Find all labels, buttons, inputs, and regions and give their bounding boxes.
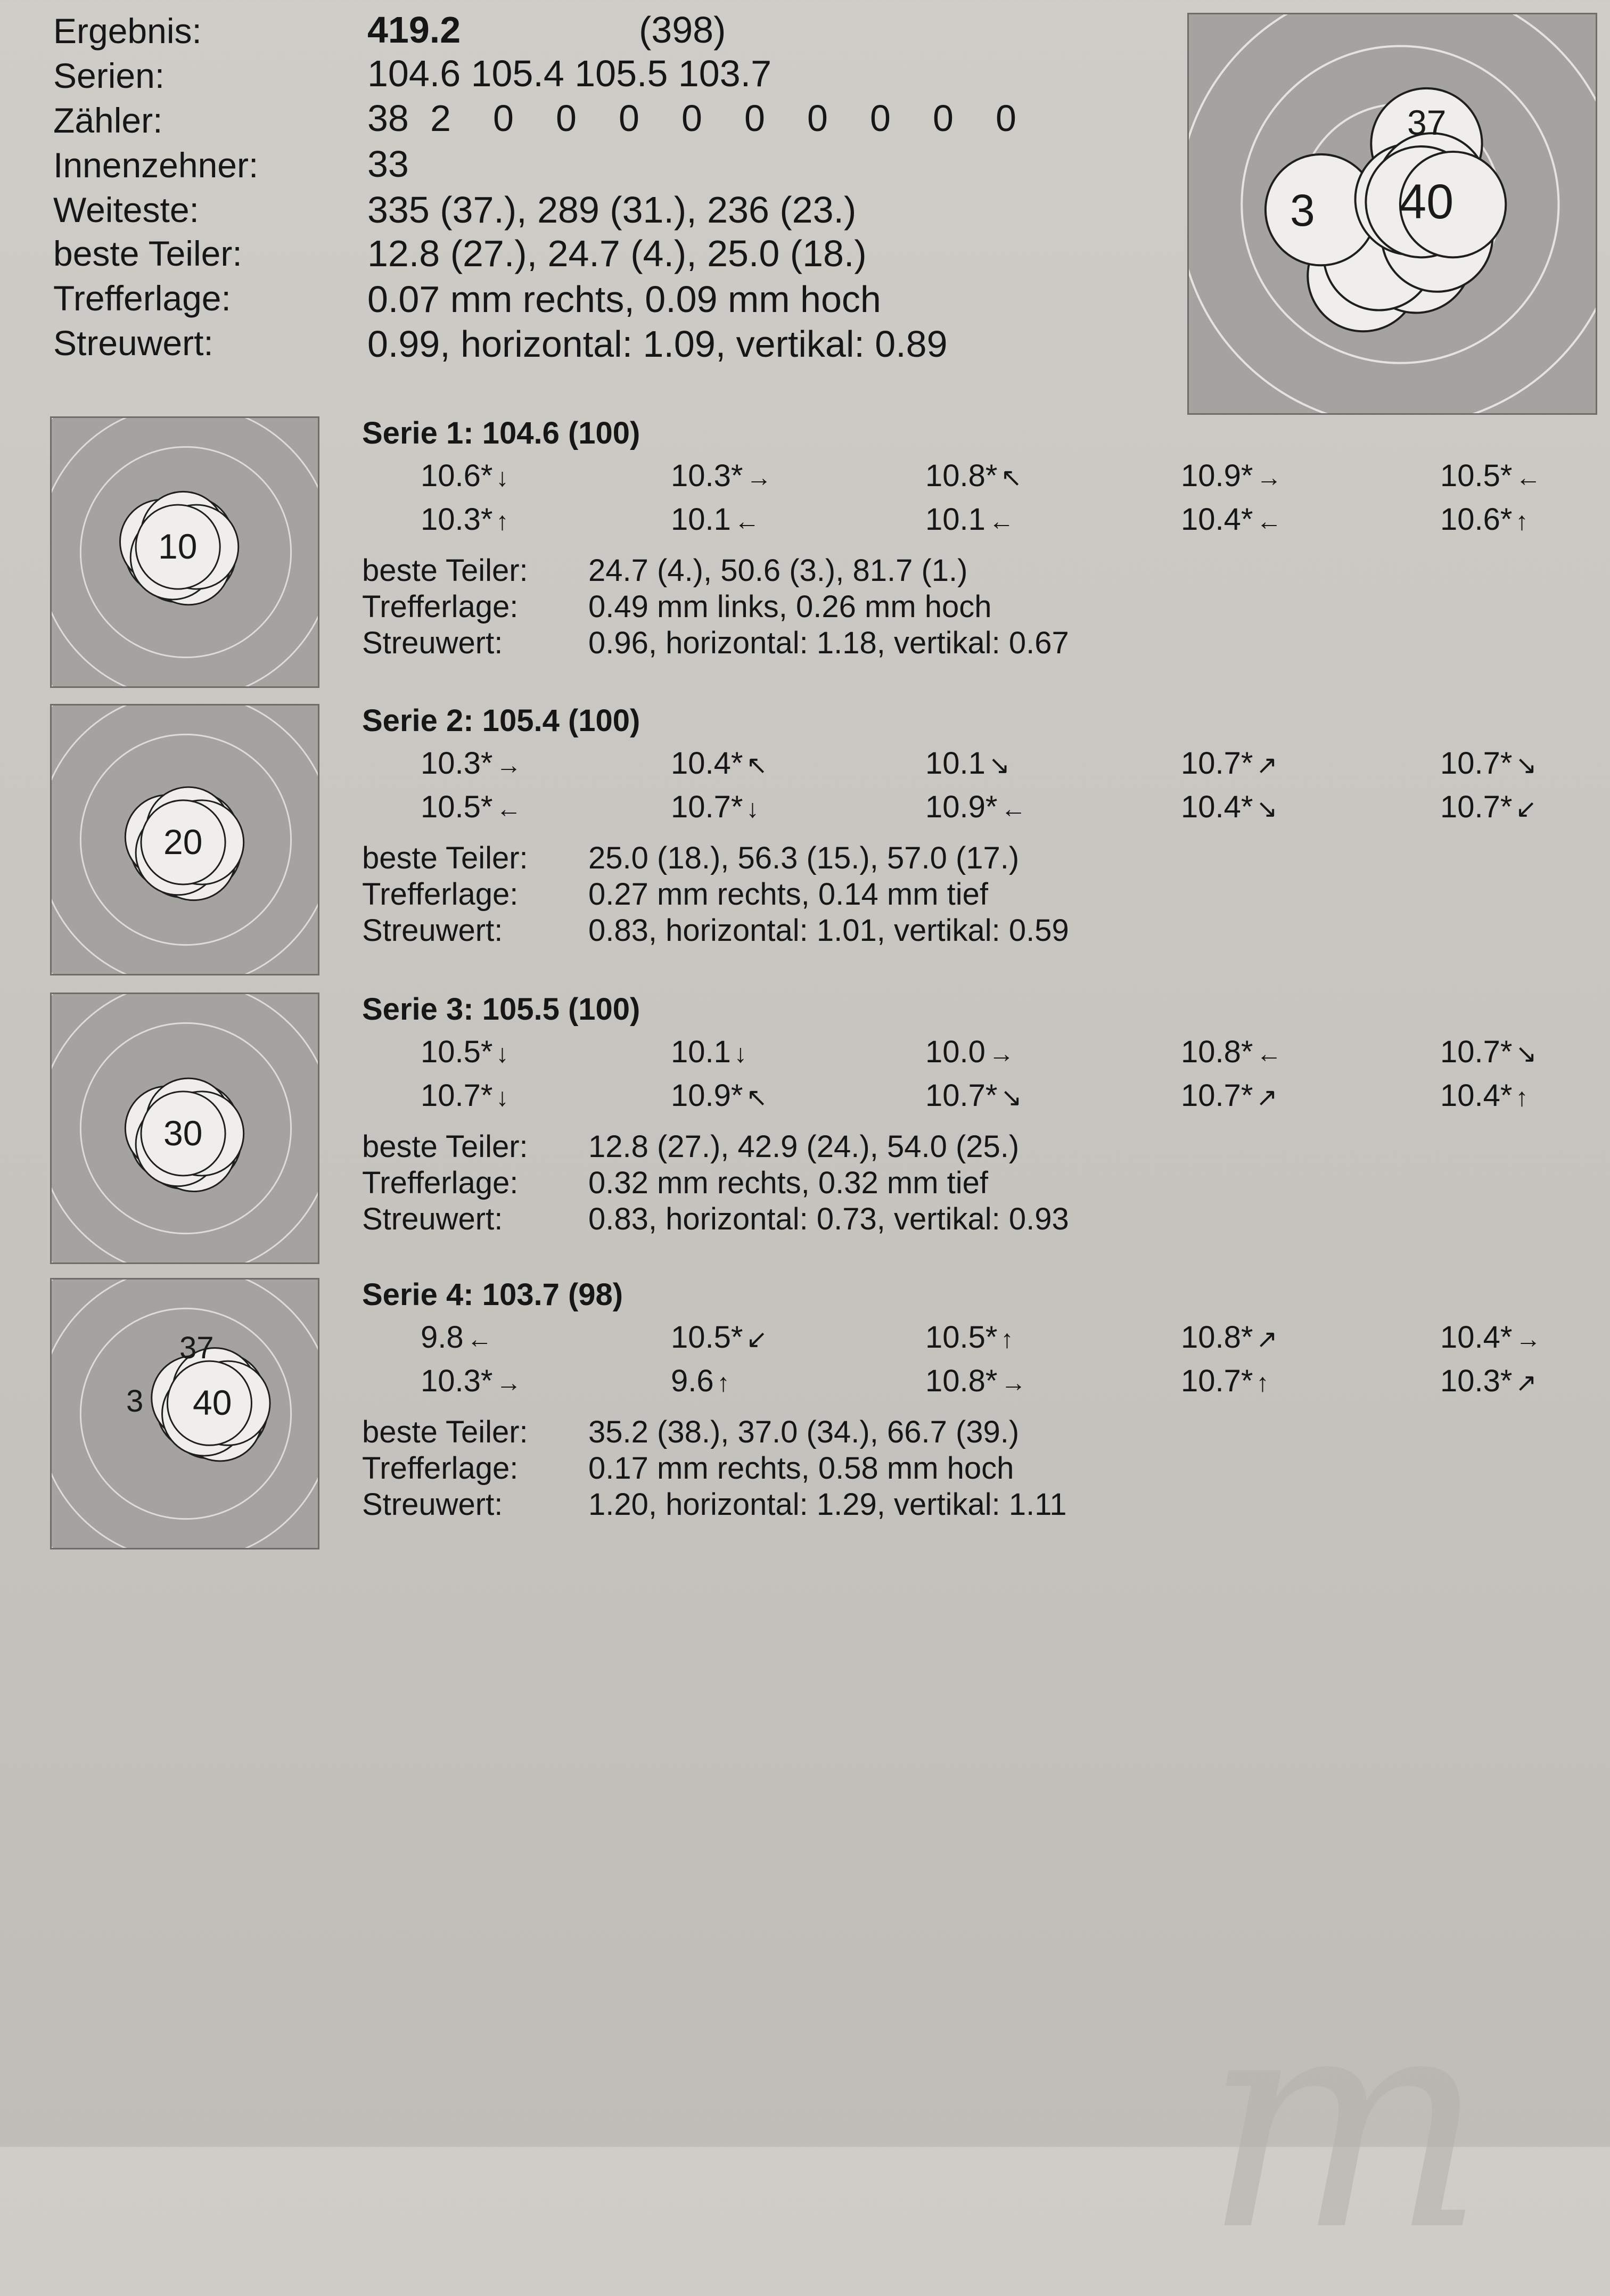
series-stat-value: 0.17 mm rechts, 0.58 mm hoch <box>588 1451 1014 1486</box>
series-target-label-extra: 3 <box>126 1384 144 1418</box>
counter-value: 38 <box>367 97 409 139</box>
shot-direction-arrow-icon: ↗ <box>1256 1325 1278 1354</box>
shot-score: 10.3* <box>421 746 493 781</box>
shot-value <box>1181 502 1282 537</box>
hit-position-value: 0.07 mm rechts, 0.09 mm hoch <box>367 278 881 320</box>
shot-value <box>421 1078 508 1113</box>
counter-value: 0 <box>870 97 891 139</box>
shot-value <box>1440 1078 1528 1113</box>
shot-value <box>1440 745 1537 781</box>
shot-direction-arrow-icon: ← <box>1256 507 1282 536</box>
series-target-image <box>50 704 319 975</box>
shot-direction-arrow-icon: ↘ <box>1256 795 1278 823</box>
series-stat-label: beste Teiler: <box>362 1129 528 1164</box>
shot-direction-arrow-icon: ↓ <box>496 464 509 492</box>
shot-direction-arrow-icon: ↗ <box>1515 1369 1537 1397</box>
shot-direction-arrow-icon: ↘ <box>1515 751 1537 780</box>
counter-value: 0 <box>619 97 639 139</box>
counter-value: 0 <box>681 97 702 139</box>
shot-score: 10.7* <box>421 1078 493 1113</box>
series-stat-value: 0.83, horizontal: 1.01, vertikal: 0.59 <box>588 913 1069 948</box>
inner-ten-value: 33 <box>367 143 409 185</box>
series-stat-label: Trefferlage: <box>362 877 519 912</box>
series-values: 104.6 105.4 105.5 103.7 <box>367 53 772 94</box>
counter-value: 0 <box>996 97 1016 139</box>
shot-direction-arrow-icon: ↑ <box>717 1369 730 1397</box>
shot-score: 10.5* <box>671 1320 743 1355</box>
shot-value <box>1440 1034 1537 1070</box>
shot-score: 9.8 <box>421 1320 464 1355</box>
shot-direction-arrow-icon: ↘ <box>1000 1084 1022 1112</box>
series-stat-value: 1.20, horizontal: 1.29, vertikal: 1.11 <box>588 1487 1067 1522</box>
series-target-label: 20 <box>163 822 203 862</box>
shot-score: 10.4* <box>1440 1320 1513 1355</box>
shot-score: 10.5* <box>421 1035 493 1069</box>
shot-score: 10.9* <box>671 1078 743 1113</box>
shot-value <box>671 1078 768 1113</box>
shot-value <box>671 458 771 494</box>
shot-value <box>421 789 521 825</box>
series-stat-label: Streuwert: <box>362 913 503 948</box>
shot-direction-arrow-icon: → <box>988 1040 1014 1068</box>
shot-value <box>1181 745 1278 781</box>
shot-value <box>925 745 1010 781</box>
counter-value: 0 <box>744 97 765 139</box>
shot-direction-arrow-icon: ↖ <box>746 751 768 780</box>
shot-score: 10.5* <box>925 1320 998 1355</box>
shot-value <box>1440 502 1528 537</box>
spread-label: Streuwert: <box>53 323 213 363</box>
series-stat-label: beste Teiler: <box>362 553 528 588</box>
series-stat-label: Trefferlage: <box>362 1166 519 1200</box>
result-label: Ergebnis: <box>53 11 202 51</box>
shot-score: 10.5* <box>421 790 493 824</box>
shot-value <box>671 1319 768 1355</box>
result-value: 419.2 <box>367 9 461 51</box>
series-title: Serie 2: 105.4 (100) <box>362 703 640 738</box>
series-stat-value: 0.83, horizontal: 0.73, vertikal: 0.93 <box>588 1202 1069 1236</box>
shot-value <box>421 745 521 781</box>
shot-value <box>421 458 508 494</box>
shot-score: 10.7* <box>1440 1035 1513 1069</box>
shot-direction-arrow-icon: ↙ <box>746 1325 768 1354</box>
series-stat-label: Trefferlage: <box>362 589 519 624</box>
series-stat-label: Trefferlage: <box>362 1451 519 1486</box>
summary-target-drawing <box>1189 14 1596 413</box>
spread-value: 0.99, horizontal: 1.09, vertikal: 0.89 <box>367 323 948 365</box>
shot-value <box>925 502 1014 537</box>
shot-score: 10.3* <box>421 502 493 537</box>
shot-score: 10.7* <box>1181 1078 1253 1113</box>
summary-target-label-40: 40 <box>1399 175 1454 229</box>
series-target-drawing <box>52 1280 318 1548</box>
shot-direction-arrow-icon: ← <box>988 507 1014 536</box>
shot-value <box>671 789 759 825</box>
shot-direction-arrow-icon: ↗ <box>1256 1084 1278 1112</box>
shot-score: 10.3* <box>671 458 743 493</box>
shot-value <box>925 789 1026 825</box>
shot-value <box>1181 1034 1282 1070</box>
series-stat-value: 0.96, horizontal: 1.18, vertikal: 0.67 <box>588 626 1069 660</box>
summary-target-label-37: 37 <box>1407 103 1447 142</box>
shot-score: 10.8* <box>1181 1035 1253 1069</box>
series-stat-value: 35.2 (38.), 37.0 (34.), 66.7 (39.) <box>588 1415 1020 1449</box>
counter-value: 0 <box>807 97 828 139</box>
best-divider-value: 12.8 (27.), 24.7 (4.), 25.0 (18.) <box>367 233 867 274</box>
shot-direction-arrow-icon: ↙ <box>1515 795 1537 823</box>
shot-score: 9.6 <box>671 1364 714 1398</box>
shot-score: 10.6* <box>1440 502 1513 537</box>
series-stat-value: 24.7 (4.), 50.6 (3.), 81.7 (1.) <box>588 553 968 588</box>
shot-direction-arrow-icon: → <box>496 751 522 780</box>
shot-direction-arrow-icon: ↑ <box>1515 507 1529 536</box>
series-target-label: 30 <box>163 1113 203 1153</box>
shot-direction-arrow-icon: ↓ <box>746 795 759 823</box>
shot-score: 10.7* <box>925 1078 998 1113</box>
shot-score: 10.6* <box>421 458 493 493</box>
shot-direction-arrow-icon: ↑ <box>1000 1325 1014 1354</box>
counter-value: 0 <box>933 97 954 139</box>
shot-value <box>925 1363 1026 1399</box>
shot-score: 10.1 <box>671 502 731 537</box>
shot-direction-arrow-icon: ↑ <box>1515 1084 1529 1112</box>
series-label: Serien: <box>53 56 165 95</box>
shot-value <box>1181 458 1282 494</box>
shot-score: 10.7* <box>1440 790 1513 824</box>
shot-value <box>1181 1078 1278 1113</box>
shot-value <box>925 1034 1014 1070</box>
shot-direction-arrow-icon: → <box>746 464 772 492</box>
shot-score: 10.5* <box>1440 458 1513 493</box>
series-target-label: 40 <box>193 1383 232 1422</box>
shot-score: 10.1 <box>925 502 985 537</box>
shot-direction-arrow-icon: ← <box>466 1325 492 1354</box>
shot-value <box>1440 1363 1537 1399</box>
series-stat-label: beste Teiler: <box>362 841 528 875</box>
series-target-image <box>50 416 319 688</box>
shot-direction-arrow-icon: → <box>1000 1369 1026 1397</box>
shot-score: 10.4* <box>1440 1078 1513 1113</box>
shot-value <box>1440 789 1537 825</box>
shot-value <box>1181 1363 1269 1399</box>
watermark-logo: m <box>1203 1949 1486 2296</box>
shot-score: 10.8* <box>1181 1320 1253 1355</box>
series-stat-label: Streuwert: <box>362 1202 503 1236</box>
shot-value <box>421 502 508 537</box>
counter-value: 0 <box>493 97 514 139</box>
series-target-label: 10 <box>158 527 198 566</box>
shot-direction-arrow-icon: ← <box>734 507 760 536</box>
shot-score: 10.7* <box>1181 746 1253 781</box>
shot-value <box>421 1363 521 1399</box>
series-title: Serie 1: 104.6 (100) <box>362 416 640 450</box>
shot-direction-arrow-icon: ← <box>1515 464 1541 492</box>
shot-score: 10.7* <box>1440 746 1513 781</box>
shot-direction-arrow-icon: ← <box>496 795 522 823</box>
series-stat-label: beste Teiler: <box>362 1415 528 1449</box>
series-stat-value: 0.49 mm links, 0.26 mm hoch <box>588 589 992 624</box>
summary-target-label-3: 3 <box>1290 185 1315 235</box>
shot-score: 10.4* <box>671 746 743 781</box>
shot-direction-arrow-icon: ↘ <box>988 751 1011 780</box>
series-title: Serie 3: 105.5 (100) <box>362 992 640 1027</box>
shot-direction-arrow-icon: ↓ <box>496 1040 509 1068</box>
shot-score: 10.1 <box>671 1035 731 1069</box>
series-target-label-extra: 37 <box>179 1331 214 1365</box>
series-stat-value: 25.0 (18.), 56.3 (15.), 57.0 (17.) <box>588 841 1020 875</box>
shot-direction-arrow-icon: ↓ <box>496 1084 509 1112</box>
shot-direction-arrow-icon: ↓ <box>734 1040 747 1068</box>
furthest-label: Weiteste: <box>53 190 199 229</box>
summary-target-image <box>1187 13 1597 415</box>
series-target-image <box>50 993 319 1264</box>
shot-value <box>671 1363 730 1399</box>
series-target-image <box>50 1278 319 1549</box>
shot-value <box>421 1034 508 1070</box>
series-stat-value: 0.32 mm rechts, 0.32 mm tief <box>588 1166 989 1200</box>
shot-value <box>1440 1319 1541 1355</box>
shot-direction-arrow-icon: ← <box>1256 1040 1282 1068</box>
counter-value: 2 <box>430 97 451 139</box>
inner-ten-label: Innenzehner: <box>53 145 259 185</box>
shot-value <box>1181 789 1278 825</box>
shot-score: 10.3* <box>421 1364 493 1398</box>
hit-position-label: Trefferlage: <box>53 278 231 318</box>
shot-score: 10.8* <box>925 458 998 493</box>
counter-values <box>367 97 1058 140</box>
series-stat-label: Streuwert: <box>362 1487 503 1522</box>
shot-direction-arrow-icon: ↗ <box>1256 751 1278 780</box>
shot-score: 10.9* <box>925 790 998 824</box>
shot-score: 10.0 <box>925 1035 985 1069</box>
shot-value <box>421 1319 492 1355</box>
shot-score: 10.8* <box>925 1364 998 1398</box>
series-title: Serie 4: 103.7 (98) <box>362 1277 623 1312</box>
shot-value <box>1181 1319 1278 1355</box>
series-stat-value: 12.8 (27.), 42.9 (24.), 54.0 (25.) <box>588 1129 1020 1164</box>
shot-direction-arrow-icon: ↘ <box>1515 1040 1537 1068</box>
shot-direction-arrow-icon: → <box>496 1369 522 1397</box>
shot-score: 10.1 <box>925 746 985 781</box>
result-count: (398) <box>639 9 726 51</box>
shot-value <box>925 1078 1022 1113</box>
shot-direction-arrow-icon: ↖ <box>746 1084 768 1112</box>
shot-value <box>671 745 768 781</box>
shot-score: 10.4* <box>1181 790 1253 824</box>
shot-value <box>671 502 760 537</box>
shot-score: 10.7* <box>671 790 743 824</box>
furthest-value: 335 (37.), 289 (31.), 236 (23.) <box>367 189 857 231</box>
series-stat-label: Streuwert: <box>362 626 503 660</box>
shot-direction-arrow-icon: ↑ <box>496 507 509 536</box>
shot-direction-arrow-icon: ↖ <box>1000 464 1022 492</box>
counter-value: 0 <box>556 97 577 139</box>
best-divider-label: beste Teiler: <box>53 234 242 273</box>
shot-score: 10.3* <box>1440 1364 1513 1398</box>
shot-score: 10.9* <box>1181 458 1253 493</box>
shot-direction-arrow-icon: ↑ <box>1256 1369 1269 1397</box>
counter-label: Zähler: <box>53 101 163 140</box>
shot-value <box>925 1319 1013 1355</box>
shot-direction-arrow-icon: ← <box>1000 795 1026 823</box>
shot-value <box>1440 458 1541 494</box>
shot-score: 10.7* <box>1181 1364 1253 1398</box>
shot-score: 10.4* <box>1181 502 1253 537</box>
series-stat-value: 0.27 mm rechts, 0.14 mm tief <box>588 877 989 912</box>
shot-direction-arrow-icon: → <box>1515 1325 1541 1354</box>
shot-value <box>925 458 1022 494</box>
shot-value <box>671 1034 747 1070</box>
shot-direction-arrow-icon: → <box>1256 464 1282 492</box>
